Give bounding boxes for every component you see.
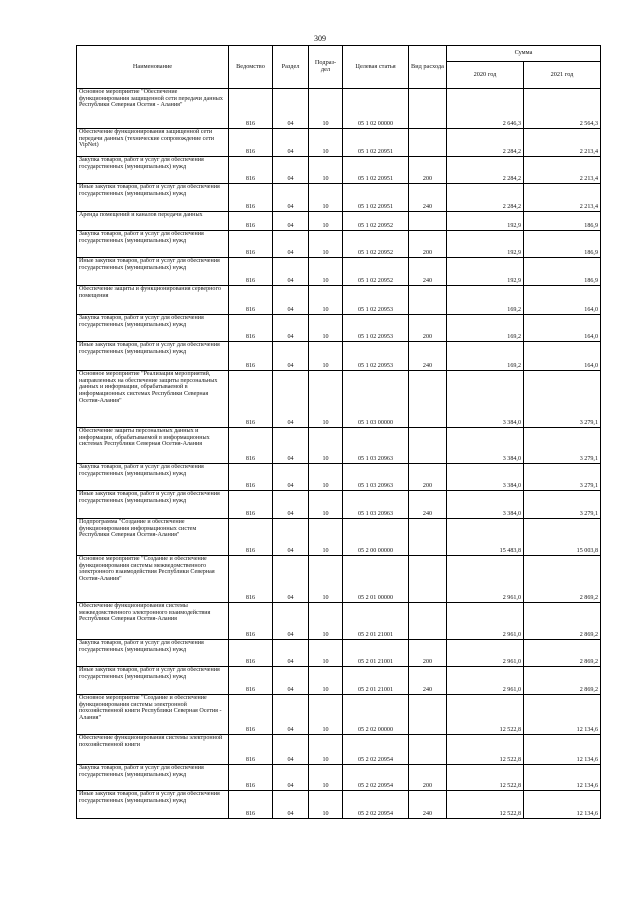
row-subsection: 10 <box>309 519 343 556</box>
row-section: 04 <box>273 315 309 342</box>
page-number: 309 <box>314 34 326 43</box>
row-value-2020: 2 961,0 <box>447 603 524 640</box>
row-name: Подпрограмма "Создание и обеспечение функционирования информационных систем Республики Северная Осетия-Алания" <box>77 519 229 556</box>
row-dept: 816 <box>229 129 273 157</box>
row-name: Обеспечение защиты и функционирования серверного помещения <box>77 286 229 315</box>
table-row <box>77 342 601 371</box>
row-expense-type: 240 <box>409 791 447 819</box>
table-row <box>77 519 601 556</box>
row-value-2021: 2 564,3 <box>524 89 601 129</box>
row-value-2021: 12 134,6 <box>524 735 601 765</box>
header-dept: Ведомство <box>229 46 273 89</box>
table-row <box>77 667 601 695</box>
row-expense-type: 240 <box>409 342 447 371</box>
row-target: 05 1 02 20951 <box>343 129 409 157</box>
row-target: 05 1 02 20953 <box>343 315 409 342</box>
row-target: 05 1 03 00000 <box>343 371 409 428</box>
row-target: 05 2 01 00000 <box>343 556 409 603</box>
row-expense-type: 200 <box>409 464 447 491</box>
row-value-2021: 2 869,2 <box>524 603 601 640</box>
row-name: Иные закупки товаров, работ и услуг для обеспечения государственных (муниципальных) нужд <box>77 258 229 286</box>
row-dept: 816 <box>229 371 273 428</box>
row-value-2021: 164,0 <box>524 342 601 371</box>
row-target: 05 1 02 20953 <box>343 286 409 315</box>
table-row <box>77 765 601 791</box>
row-section: 04 <box>273 286 309 315</box>
row-value-2020: 12 522,8 <box>447 735 524 765</box>
row-section: 04 <box>273 791 309 819</box>
row-value-2020: 12 522,8 <box>447 695 524 735</box>
row-expense-type <box>409 519 447 556</box>
row-subsection: 10 <box>309 315 343 342</box>
row-section: 04 <box>273 184 309 212</box>
row-value-2020: 169,2 <box>447 342 524 371</box>
header-expense-type: Вид расхода <box>409 46 447 89</box>
row-expense-type: 240 <box>409 491 447 519</box>
row-name: Обеспечение функционирования защищенной сети передачи данных (технические сопровождение сети VipNet) <box>77 129 229 157</box>
table-row <box>77 184 601 212</box>
row-value-2020: 3 384,0 <box>447 428 524 464</box>
row-value-2020: 169,2 <box>447 315 524 342</box>
row-section: 04 <box>273 231 309 258</box>
row-value-2020: 3 384,0 <box>447 491 524 519</box>
row-target: 05 1 02 20952 <box>343 231 409 258</box>
budget-table <box>76 45 601 819</box>
row-subsection: 10 <box>309 258 343 286</box>
row-subsection: 10 <box>309 89 343 129</box>
table-row <box>77 735 601 765</box>
table-header <box>77 46 601 89</box>
row-name: Обеспечение защиты персональных данных и информации, обрабатываемой в информационных системах Республики Северная Осетия-Алания <box>77 428 229 464</box>
table-row <box>77 157 601 184</box>
row-expense-type <box>409 212 447 231</box>
row-value-2021: 186,9 <box>524 258 601 286</box>
row-target: 05 2 02 20954 <box>343 791 409 819</box>
table-row <box>77 371 601 428</box>
table-row <box>77 556 601 603</box>
row-expense-type <box>409 89 447 129</box>
table-row <box>77 695 601 735</box>
row-subsection: 10 <box>309 184 343 212</box>
table-row <box>77 640 601 667</box>
row-subsection: 10 <box>309 342 343 371</box>
row-expense-type <box>409 603 447 640</box>
row-section: 04 <box>273 428 309 464</box>
row-subsection: 10 <box>309 212 343 231</box>
row-expense-type <box>409 286 447 315</box>
row-value-2021: 15 003,8 <box>524 519 601 556</box>
row-name: Закупка товаров, работ и услуг для обеспечения государственных (муниципальных) нужд <box>77 315 229 342</box>
table-row <box>77 231 601 258</box>
row-subsection: 10 <box>309 765 343 791</box>
row-subsection: 10 <box>309 129 343 157</box>
table-row <box>77 603 601 640</box>
row-value-2021: 3 279,1 <box>524 491 601 519</box>
row-dept: 816 <box>229 258 273 286</box>
row-subsection: 10 <box>309 603 343 640</box>
row-subsection: 10 <box>309 556 343 603</box>
row-value-2020: 12 522,8 <box>447 791 524 819</box>
row-target: 05 1 02 20951 <box>343 184 409 212</box>
row-dept: 816 <box>229 735 273 765</box>
row-section: 04 <box>273 667 309 695</box>
row-value-2020: 3 384,0 <box>447 464 524 491</box>
row-section: 04 <box>273 519 309 556</box>
row-value-2020: 192,9 <box>447 258 524 286</box>
row-value-2020: 2 961,0 <box>447 640 524 667</box>
row-target: 05 1 03 20963 <box>343 491 409 519</box>
row-subsection: 10 <box>309 286 343 315</box>
row-expense-type: 240 <box>409 258 447 286</box>
row-name: Аренда помещений и каналов передачи данных <box>77 212 229 231</box>
row-dept: 816 <box>229 491 273 519</box>
row-subsection: 10 <box>309 428 343 464</box>
row-section: 04 <box>273 464 309 491</box>
row-expense-type <box>409 371 447 428</box>
row-expense-type: 200 <box>409 231 447 258</box>
table-row <box>77 89 601 129</box>
row-value-2021: 2 213,4 <box>524 184 601 212</box>
row-target: 05 2 01 21001 <box>343 640 409 667</box>
header-section: Раздел <box>273 46 309 89</box>
row-expense-type <box>409 428 447 464</box>
row-value-2021: 164,0 <box>524 286 601 315</box>
row-dept: 816 <box>229 212 273 231</box>
row-subsection: 10 <box>309 157 343 184</box>
row-target: 05 2 02 20954 <box>343 735 409 765</box>
table-row <box>77 428 601 464</box>
row-section: 04 <box>273 491 309 519</box>
row-subsection: 10 <box>309 464 343 491</box>
table-row <box>77 258 601 286</box>
row-target: 05 1 03 20963 <box>343 428 409 464</box>
row-value-2021: 164,0 <box>524 315 601 342</box>
row-dept: 816 <box>229 464 273 491</box>
row-dept: 816 <box>229 519 273 556</box>
row-subsection: 10 <box>309 640 343 667</box>
row-value-2020: 12 522,8 <box>447 765 524 791</box>
row-dept: 816 <box>229 695 273 735</box>
table-row <box>77 129 601 157</box>
table-row <box>77 464 601 491</box>
row-expense-type <box>409 695 447 735</box>
row-value-2020: 2 961,0 <box>447 556 524 603</box>
row-name: Иные закупки товаров, работ и услуг для обеспечения государственных (муниципальных) нужд <box>77 342 229 371</box>
row-expense-type <box>409 556 447 603</box>
row-subsection: 10 <box>309 695 343 735</box>
row-expense-type <box>409 735 447 765</box>
row-dept: 816 <box>229 603 273 640</box>
row-name: Основное мероприятие "Реализация мероприятий, направленных на обеспечение защиты персональных данных и информации, обрабатываемой в информационных системах Республики Северная Осетия-Алания" <box>77 371 229 428</box>
row-value-2021: 3 279,1 <box>524 428 601 464</box>
row-value-2021: 3 279,1 <box>524 464 601 491</box>
table-row <box>77 791 601 819</box>
row-subsection: 10 <box>309 791 343 819</box>
row-name: Обеспечение функционирования системы электронной похозяйственной книги <box>77 735 229 765</box>
row-target: 05 2 02 20954 <box>343 765 409 791</box>
header-2020: 2020 год <box>447 62 524 89</box>
header-sum: Сумма <box>447 46 601 62</box>
row-name: Иные закупки товаров, работ и услуг для обеспечения государственных (муниципальных) нужд <box>77 491 229 519</box>
header-subsection: Подраз-дел <box>309 46 343 89</box>
row-target: 05 2 00 00000 <box>343 519 409 556</box>
table-row <box>77 212 601 231</box>
row-dept: 816 <box>229 791 273 819</box>
row-value-2021: 12 134,6 <box>524 791 601 819</box>
row-value-2020: 3 384,0 <box>447 371 524 428</box>
row-name: Закупка товаров, работ и услуг для обеспечения государственных (муниципальных) нужд <box>77 157 229 184</box>
row-value-2020: 2 961,0 <box>447 667 524 695</box>
row-name: Основное мероприятие "Создание и обеспечение функционирования системы межведомственного электронного взаимодействия Республики Северная Осетия-Алания" <box>77 556 229 603</box>
row-target: 05 1 02 20953 <box>343 342 409 371</box>
row-target: 05 1 02 00000 <box>343 89 409 129</box>
row-subsection: 10 <box>309 491 343 519</box>
row-expense-type: 240 <box>409 667 447 695</box>
row-section: 04 <box>273 765 309 791</box>
row-value-2021: 2 869,2 <box>524 556 601 603</box>
row-value-2020: 2 646,3 <box>447 89 524 129</box>
row-value-2020: 15 483,8 <box>447 519 524 556</box>
row-expense-type: 240 <box>409 184 447 212</box>
row-value-2021: 186,9 <box>524 212 601 231</box>
row-value-2020: 2 284,2 <box>447 184 524 212</box>
row-value-2020: 169,2 <box>447 286 524 315</box>
row-dept: 816 <box>229 184 273 212</box>
header-name: Наименование <box>77 46 229 89</box>
row-name: Основное мероприятие "Создание и обеспечение функционирования системы электронной похозяйственной книги Республики Северная Осетия - Алания" <box>77 695 229 735</box>
row-section: 04 <box>273 695 309 735</box>
row-value-2021: 2 869,2 <box>524 667 601 695</box>
row-section: 04 <box>273 640 309 667</box>
row-section: 04 <box>273 212 309 231</box>
row-dept: 816 <box>229 667 273 695</box>
row-dept: 816 <box>229 89 273 129</box>
row-value-2021: 12 134,6 <box>524 695 601 735</box>
row-value-2020: 2 284,2 <box>447 157 524 184</box>
row-target: 05 1 02 20952 <box>343 258 409 286</box>
row-expense-type: 200 <box>409 315 447 342</box>
row-value-2021: 3 279,1 <box>524 371 601 428</box>
row-target: 05 2 01 21001 <box>343 667 409 695</box>
row-name: Закупка товаров, работ и услуг для обеспечения государственных (муниципальных) нужд <box>77 231 229 258</box>
table-row <box>77 491 601 519</box>
row-expense-type: 200 <box>409 765 447 791</box>
table-row <box>77 286 601 315</box>
row-target: 05 2 01 21001 <box>343 603 409 640</box>
row-target: 05 1 02 20951 <box>343 157 409 184</box>
row-dept: 816 <box>229 315 273 342</box>
row-section: 04 <box>273 157 309 184</box>
header-2021: 2021 год <box>524 62 601 89</box>
row-value-2020: 192,9 <box>447 231 524 258</box>
row-section: 04 <box>273 371 309 428</box>
row-dept: 816 <box>229 157 273 184</box>
row-dept: 816 <box>229 231 273 258</box>
row-section: 04 <box>273 735 309 765</box>
row-expense-type: 200 <box>409 640 447 667</box>
row-target: 05 1 02 20952 <box>343 212 409 231</box>
row-value-2021: 2 213,4 <box>524 157 601 184</box>
row-expense-type <box>409 129 447 157</box>
row-dept: 816 <box>229 286 273 315</box>
row-section: 04 <box>273 556 309 603</box>
row-section: 04 <box>273 342 309 371</box>
row-name: Иные закупки товаров, работ и услуг для обеспечения государственных (муниципальных) нужд <box>77 667 229 695</box>
row-dept: 816 <box>229 556 273 603</box>
row-target: 05 2 02 00000 <box>343 695 409 735</box>
row-value-2021: 2 213,4 <box>524 129 601 157</box>
row-subsection: 10 <box>309 667 343 695</box>
row-value-2021: 12 134,6 <box>524 765 601 791</box>
row-name: Закупка товаров, работ и услуг для обеспечения государственных (муниципальных) нужд <box>77 765 229 791</box>
row-section: 04 <box>273 258 309 286</box>
row-expense-type: 200 <box>409 157 447 184</box>
row-name: Обеспечение функционирования системы межведомственного электронного взаимодействия Республики Северная Осетия-Алания <box>77 603 229 640</box>
row-subsection: 10 <box>309 371 343 428</box>
row-subsection: 10 <box>309 231 343 258</box>
row-name: Иные закупки товаров, работ и услуг для обеспечения государственных (муниципальных) нужд <box>77 184 229 212</box>
row-value-2021: 186,9 <box>524 231 601 258</box>
row-name: Иные закупки товаров, работ и услуг для обеспечения государственных (муниципальных) нужд <box>77 791 229 819</box>
table-body <box>77 89 601 819</box>
row-value-2020: 2 284,2 <box>447 129 524 157</box>
row-name: Основное мероприятие "Обеспечение функционирования защищенной сети передачи данных Республики Северная Осетия - Алания" <box>77 89 229 129</box>
row-dept: 816 <box>229 342 273 371</box>
row-dept: 816 <box>229 765 273 791</box>
row-section: 04 <box>273 603 309 640</box>
table-row <box>77 315 601 342</box>
row-section: 04 <box>273 129 309 157</box>
row-target: 05 1 03 20963 <box>343 464 409 491</box>
row-section: 04 <box>273 89 309 129</box>
row-subsection: 10 <box>309 735 343 765</box>
header-target: Целевая статья <box>343 46 409 89</box>
row-name: Закупка товаров, работ и услуг для обеспечения государственных (муниципальных) нужд <box>77 640 229 667</box>
row-value-2021: 2 869,2 <box>524 640 601 667</box>
row-dept: 816 <box>229 640 273 667</box>
row-dept: 816 <box>229 428 273 464</box>
row-name: Закупка товаров, работ и услуг для обеспечения государственных (муниципальных) нужд <box>77 464 229 491</box>
row-value-2020: 192,9 <box>447 212 524 231</box>
